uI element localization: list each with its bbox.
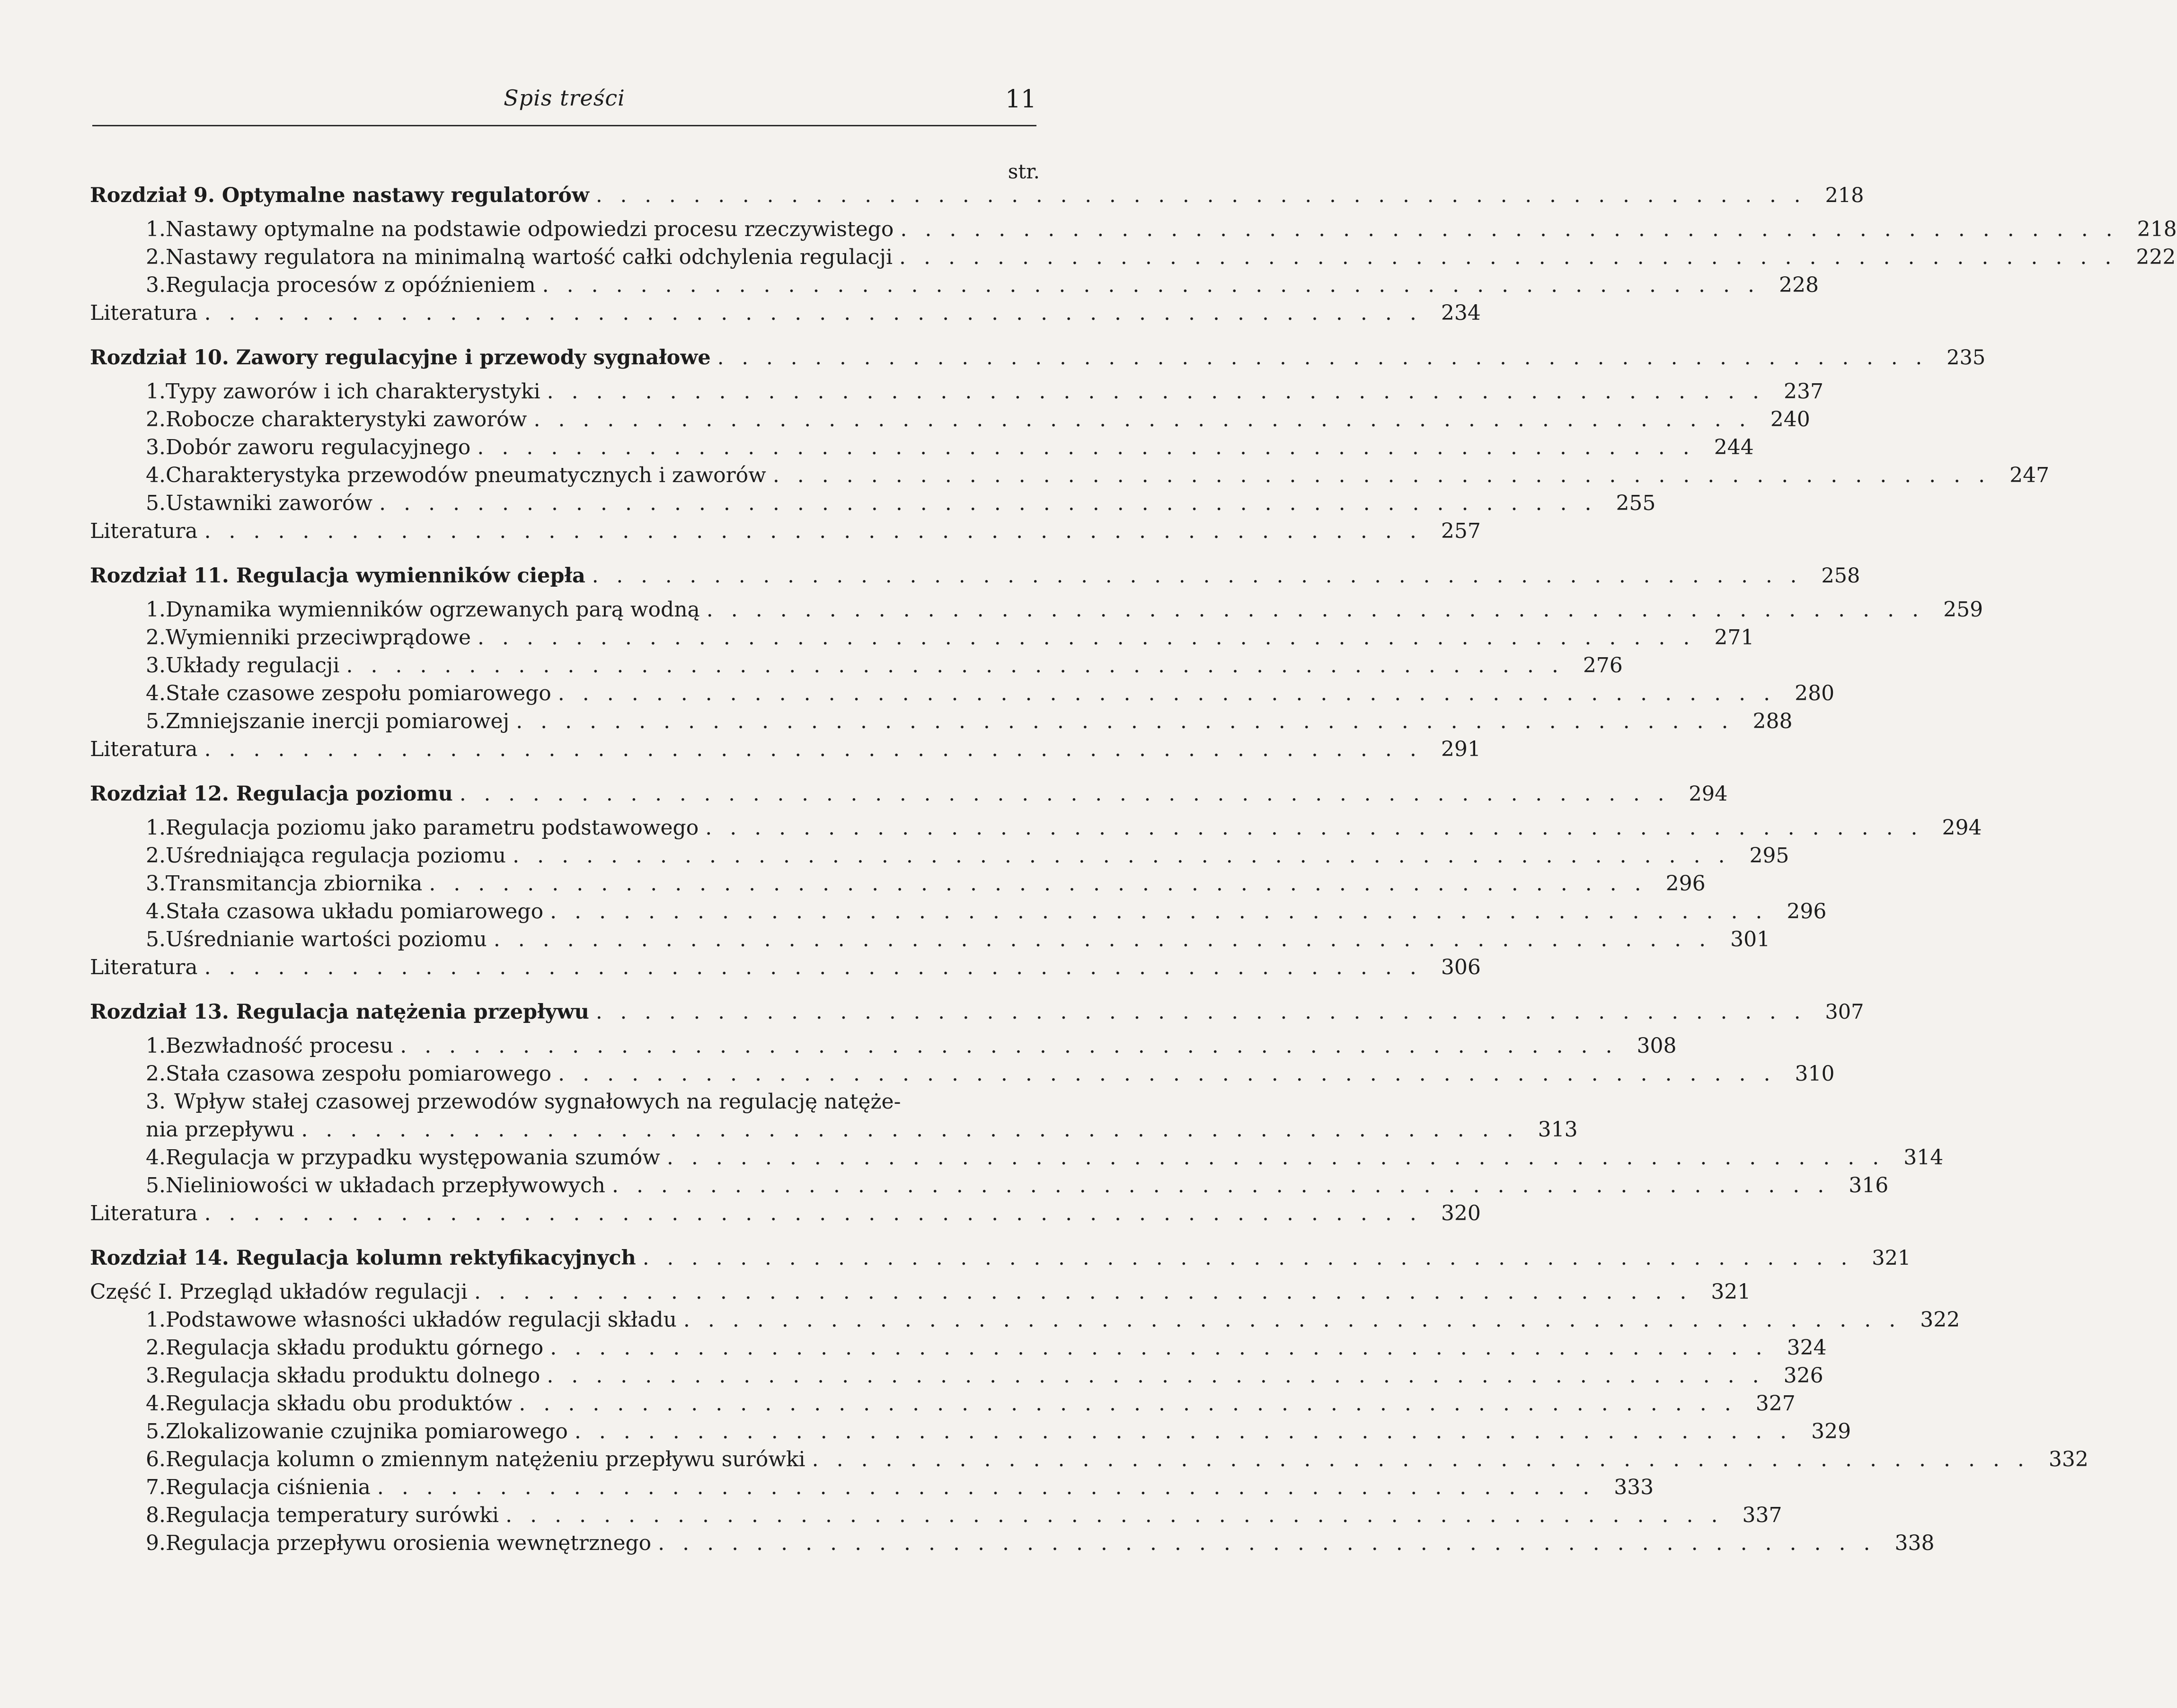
entry-number: 6. — [146, 1447, 166, 1471]
running-title: Spis treści — [504, 85, 625, 111]
part-page: 321 — [1711, 1280, 1751, 1304]
dot-leader: .................................................. — [204, 519, 1434, 543]
entry-number: 3. — [146, 872, 166, 896]
entry-title: Stałe czasowe zespołu pomiarowego — [165, 681, 551, 705]
chapter-title: Rozdział 14. Regulacja kolumn rektyfikacyjnych — [90, 1246, 636, 1270]
dot-leader: .................................................. — [812, 1447, 2042, 1471]
entry-title: Stała czasowa zespołu pomiarowego — [165, 1062, 552, 1086]
chapter-title: Rozdział 9. Optymalne nastawy regulatorów — [90, 184, 590, 207]
toc-entry — [90, 433, 1754, 461]
literature-label: Literatura — [90, 1201, 198, 1225]
entry-page: 326 — [1783, 1364, 1823, 1388]
dot-leader: .................................................. — [429, 872, 1659, 896]
toc-literature — [90, 299, 1481, 327]
entry-page: 276 — [1583, 653, 1623, 678]
entry-title: Dobór zaworu regulacyjnego — [165, 435, 471, 459]
entry-title: Transmitancja zbiornika — [165, 872, 423, 896]
toc-entry — [90, 271, 1819, 299]
toc-entry — [90, 707, 1793, 735]
entry-number: 5. — [146, 491, 166, 515]
toc-part — [90, 1278, 1751, 1306]
entry-number: 2. — [146, 844, 166, 868]
literature-page: 234 — [1441, 301, 1481, 325]
table-of-contents — [90, 182, 2177, 1557]
toc-entry — [90, 461, 2050, 489]
entry-title: Regulacja procesów z opóźnieniem — [165, 273, 536, 297]
entry-number: 1. — [146, 598, 166, 622]
part-title: Część I. Przegląd układów regulacji — [90, 1280, 468, 1304]
entry-title: Zlokalizowanie czujnika pomiarowego — [165, 1419, 568, 1444]
chapter-page: 294 — [1689, 782, 1728, 806]
entry-title: Uśredniająca regulacja poziomu — [165, 844, 506, 868]
entry-number: 2. — [146, 1336, 166, 1360]
entry-title: Wpływ stałej czasowej przewodów sygnałowych na regulację natęże- — [174, 1090, 901, 1114]
entry-page: 294 — [1942, 816, 1982, 840]
entry-title: Nieliniowości w układach przepływowych — [165, 1173, 605, 1197]
entry-page: 313 — [1538, 1118, 1578, 1142]
entry-title: Uśrednianie wartości poziomu — [165, 927, 487, 951]
entry-title: Regulacja ciśnienia — [165, 1475, 371, 1499]
entry-title: Układy regulacji — [165, 653, 340, 678]
entry-title: Regulacja składu produktu dolnego — [165, 1364, 540, 1388]
entry-page: 295 — [1749, 844, 1789, 868]
entry-number: 5. — [146, 1173, 166, 1197]
entry-number: 5. — [146, 927, 166, 951]
literature-label: Literatura — [90, 519, 198, 543]
toc-entry — [90, 378, 1823, 405]
entry-page: 259 — [1943, 598, 1983, 622]
toc-entry — [90, 1390, 1796, 1417]
dot-leader: .................................................. — [717, 346, 1940, 370]
entry-title: Regulacja składu produktu górnego — [165, 1336, 544, 1360]
dot-leader: .................................................. — [516, 709, 1746, 733]
dot-leader: .................................................. — [595, 1000, 1819, 1024]
toc-entry — [90, 1334, 1827, 1362]
page-column-label: str. — [1008, 160, 1040, 183]
toc-entry — [90, 1362, 1823, 1390]
entry-number: 5. — [146, 709, 166, 733]
entry-number: 3. — [146, 1090, 166, 1114]
dot-leader: .................................................. — [477, 435, 1708, 459]
dot-leader: .................................................. — [558, 1062, 1788, 1086]
dot-leader: .................................................. — [558, 681, 1788, 705]
toc-entry — [90, 215, 2177, 243]
dot-leader: .................................................. — [899, 245, 2130, 269]
entry-number: 3. — [146, 435, 166, 459]
entry-number: 5. — [146, 1419, 166, 1444]
dot-leader: .................................................. — [513, 844, 1743, 868]
entry-page: 218 — [2137, 217, 2177, 241]
entry-number: 8. — [146, 1503, 166, 1527]
entry-number: 3. — [146, 1364, 166, 1388]
literature-page: 257 — [1441, 519, 1481, 543]
chapter-title: Rozdział 11. Regulacja wymienników ciepła — [90, 564, 585, 588]
dot-leader: .................................................. — [706, 598, 1937, 622]
dot-leader: .................................................. — [533, 407, 1764, 431]
toc-entry — [90, 1088, 1040, 1116]
dot-leader: .................................................. — [204, 737, 1434, 761]
entry-number: 1. — [146, 379, 166, 404]
toc-literature — [90, 517, 1481, 545]
entry-title: Regulacja kolumn o zmiennym natężeniu przepływu surówki — [165, 1447, 805, 1471]
entry-number: 3. — [146, 653, 166, 678]
entry-page: 327 — [1755, 1391, 1796, 1416]
entry-title: Nastawy optymalne na podstawie odpowiedzi procesu rzeczywistego — [165, 217, 894, 241]
chapter-title: Rozdział 13. Regulacja natężenia przepływu — [90, 1000, 589, 1024]
entry-number: 4. — [146, 1145, 166, 1170]
dot-leader: .................................................. — [204, 1201, 1434, 1225]
toc-entry — [90, 652, 1623, 679]
toc-entry — [90, 1171, 1889, 1199]
dot-leader: .................................................. — [542, 273, 1772, 297]
entry-page: 324 — [1787, 1336, 1827, 1360]
dot-leader: .................................................. — [547, 1364, 1777, 1388]
dot-leader: .................................................. — [346, 653, 1576, 678]
page-number: 11 — [1005, 85, 1036, 114]
dot-leader: .................................................. — [474, 1280, 1705, 1304]
dot-leader: .................................................. — [550, 899, 1780, 924]
entry-title: Nastawy regulatora na minimalną wartość całki odchylenia regulacji — [165, 245, 893, 269]
toc-entry — [90, 243, 2176, 271]
header-rule — [92, 125, 1036, 126]
dot-leader: .................................................. — [505, 1503, 1736, 1527]
entry-title: Podstawowe własności układów regulacji składu — [165, 1308, 677, 1332]
toc-entry — [90, 1445, 2089, 1473]
toc-entry-continuation — [90, 1116, 1578, 1144]
entry-page: 244 — [1714, 435, 1754, 459]
entry-page: 240 — [1770, 407, 1810, 431]
chapter-title: Rozdział 12. Regulacja poziomu — [90, 782, 453, 806]
dot-leader: .................................................. — [900, 217, 2131, 241]
chapter-12-heading — [90, 780, 1728, 808]
chapter-page: 235 — [1947, 346, 1986, 370]
entry-title: Bezwładność procesu — [165, 1034, 394, 1058]
entry-title: Dynamika wymienników ogrzewanych parą wodną — [165, 598, 700, 622]
entry-page: 271 — [1714, 625, 1754, 650]
entry-page: 332 — [2048, 1447, 2089, 1471]
entry-page: 333 — [1614, 1475, 1654, 1499]
entry-title: Regulacja w przypadku występowania szumów — [165, 1145, 660, 1170]
dot-leader: .................................................. — [705, 816, 1936, 840]
entry-title: Regulacja temperatury surówki — [165, 1503, 499, 1527]
chapter-10-heading — [90, 344, 1986, 372]
dot-leader: .................................................. — [204, 301, 1434, 325]
entry-number: 2. — [146, 1062, 166, 1086]
entry-number: 2. — [146, 625, 166, 650]
entry-title: Wymienniki przeciwprądowe — [165, 625, 471, 650]
dot-leader: .................................................. — [519, 1391, 1749, 1416]
dot-leader: .................................................. — [379, 491, 1610, 515]
dot-leader: .................................................. — [400, 1034, 1630, 1058]
toc-entry — [90, 679, 1835, 707]
toc-entry — [90, 870, 1706, 898]
entry-number: 4. — [146, 463, 166, 487]
entry-page: 337 — [1742, 1503, 1782, 1527]
dot-leader: .................................................. — [592, 564, 1815, 588]
entry-page: 308 — [1637, 1034, 1677, 1058]
entry-title: Typy zaworów i ich charakterystyki — [165, 379, 540, 404]
toc-entry — [90, 1144, 1944, 1171]
entry-title: Charakterystyka przewodów pneumatycznych i zaworów — [165, 463, 766, 487]
entry-page: 255 — [1616, 491, 1656, 515]
toc-literature — [90, 1199, 1481, 1227]
entry-page: 338 — [1894, 1531, 1935, 1555]
entry-title-continued: nia przepływu — [146, 1118, 295, 1142]
entry-title: Zmniejszanie inercji pomiarowej — [165, 709, 510, 733]
dot-leader: .................................................. — [666, 1145, 1897, 1170]
entry-page: 322 — [1920, 1308, 1960, 1332]
dot-leader: .................................................. — [596, 184, 1819, 207]
dot-leader: .................................................. — [683, 1308, 1914, 1332]
toc-entry — [90, 1501, 1782, 1529]
literature-page: 291 — [1441, 737, 1481, 761]
dot-leader: .................................................. — [658, 1531, 1888, 1555]
dot-leader: .................................................. — [301, 1118, 1531, 1142]
entry-page: 288 — [1752, 709, 1793, 733]
entry-title: Regulacja składu obu produktów — [165, 1391, 513, 1416]
toc-entry — [90, 1529, 1935, 1557]
entry-title: Ustawniki zaworów — [165, 491, 373, 515]
toc-entry — [90, 898, 1827, 925]
entry-number: 1. — [146, 1308, 166, 1332]
entry-page: 310 — [1795, 1062, 1835, 1086]
chapter-11-heading — [90, 562, 1860, 590]
chapter-page: 307 — [1825, 1000, 1864, 1024]
entry-title: Stała czasowa układu pomiarowego — [165, 899, 544, 924]
toc-entry — [90, 1417, 1851, 1445]
dot-leader: .................................................. — [377, 1475, 1608, 1499]
chapter-14-heading — [90, 1244, 1911, 1272]
toc-entry — [90, 489, 1656, 517]
entry-page: 237 — [1783, 379, 1823, 404]
entry-number: 7. — [146, 1475, 166, 1499]
dot-leader: .................................................. — [642, 1246, 1866, 1270]
entry-page: 296 — [1787, 899, 1827, 924]
toc-entry — [90, 1473, 1654, 1501]
entry-page: 316 — [1849, 1173, 1889, 1197]
toc-entry — [90, 814, 1982, 842]
entry-number: 2. — [146, 245, 166, 269]
entry-page: 228 — [1779, 273, 1819, 297]
entry-page: 301 — [1730, 927, 1770, 951]
toc-literature — [90, 953, 1481, 981]
entry-number: 2. — [146, 407, 166, 431]
entry-title: Regulacja przepływu orosienia wewnętrznego — [165, 1531, 652, 1555]
entry-page: 222 — [2136, 245, 2176, 269]
dot-leader: .................................................. — [550, 1336, 1780, 1360]
dot-leader: .................................................. — [611, 1173, 1842, 1197]
chapter-page: 321 — [1872, 1246, 1911, 1270]
entry-page: 314 — [1903, 1145, 1944, 1170]
chapter-13-heading — [90, 998, 1864, 1026]
entry-number: 3. — [146, 273, 166, 297]
literature-label: Literatura — [90, 301, 198, 325]
chapter-page: 258 — [1821, 564, 1860, 588]
literature-page: 320 — [1441, 1201, 1481, 1225]
chapter-9-heading — [90, 182, 1864, 210]
dot-leader: .................................................. — [547, 379, 1777, 404]
entry-number: 1. — [146, 1034, 166, 1058]
entry-title: Regulacja poziomu jako parametru podstawowego — [165, 816, 699, 840]
toc-entry — [90, 925, 1770, 953]
entry-number: 4. — [146, 1391, 166, 1416]
entry-number: 9. — [146, 1531, 166, 1555]
entry-title: Robocze charakterystyki zaworów — [165, 407, 527, 431]
literature-label: Literatura — [90, 737, 198, 761]
entry-number: 4. — [146, 681, 166, 705]
dot-leader: .................................................. — [478, 625, 1708, 650]
chapter-title: Rozdział 10. Zawory regulacyjne i przewody sygnałowe — [90, 346, 711, 370]
toc-entry — [90, 1306, 1960, 1334]
entry-number: 4. — [146, 899, 166, 924]
toc-entry — [90, 596, 1983, 624]
dot-leader: .................................................. — [772, 463, 2003, 487]
toc-entry — [90, 405, 1810, 433]
dot-leader: .................................................. — [574, 1419, 1805, 1444]
entry-page: 280 — [1795, 681, 1835, 705]
entry-page: 247 — [2009, 463, 2050, 487]
toc-entry — [90, 1060, 1835, 1088]
toc-entry — [90, 1032, 1677, 1060]
toc-entry — [90, 624, 1754, 652]
entry-page: 296 — [1665, 872, 1706, 896]
entry-number: 1. — [146, 217, 166, 241]
chapter-page: 218 — [1825, 184, 1864, 207]
literature-label: Literatura — [90, 955, 198, 979]
dot-leader: .................................................. — [493, 927, 1724, 951]
dot-leader: .................................................. — [204, 955, 1434, 979]
dot-leader: .................................................. — [459, 782, 1682, 806]
entry-number: 1. — [146, 816, 166, 840]
toc-entry — [90, 842, 1789, 870]
toc-literature — [90, 735, 1481, 763]
literature-page: 306 — [1441, 955, 1481, 979]
entry-page: 329 — [1811, 1419, 1851, 1444]
page-header — [92, 85, 1036, 128]
